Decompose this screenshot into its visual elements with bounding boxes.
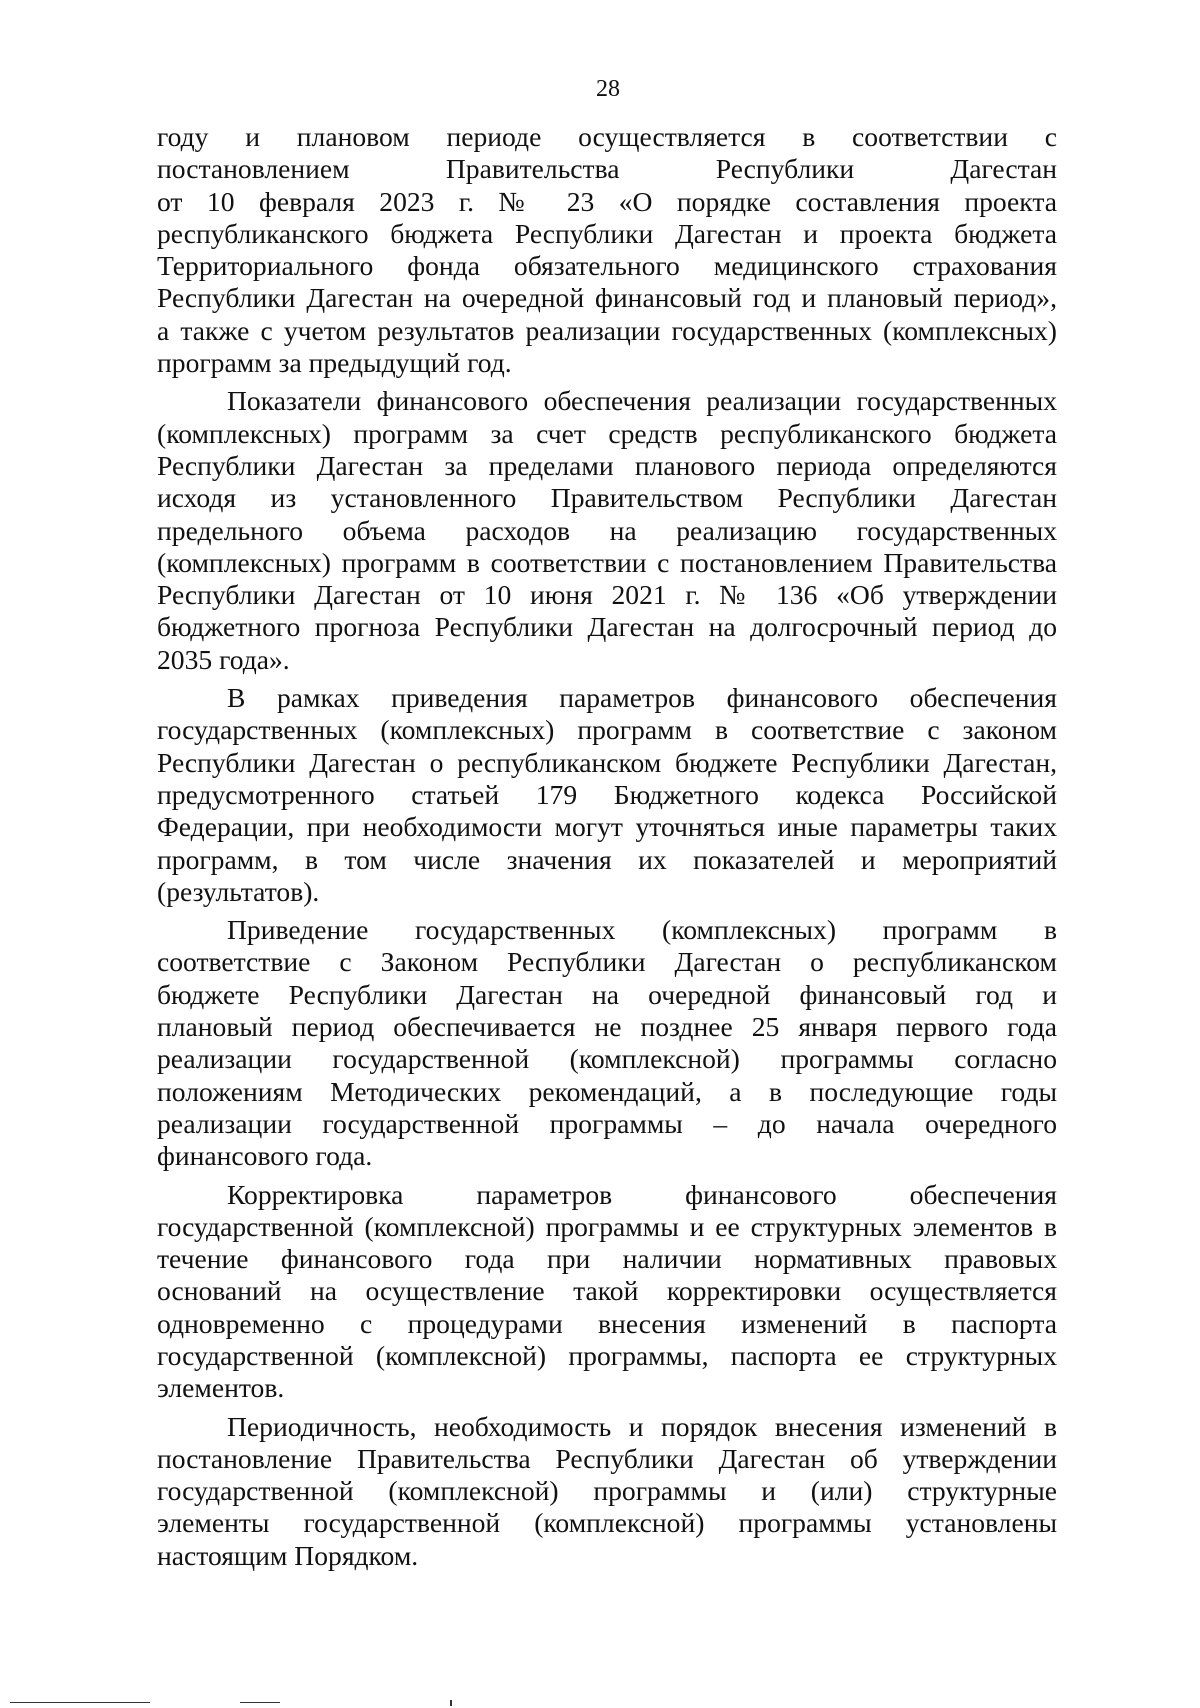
paragraph — [157, 121, 1057, 379]
paragraph — [157, 1411, 1057, 1572]
text-line: Корректировка параметров финансового обеспечения — [227, 1178, 1057, 1210]
text-line: государственных (комплексных) программ в соответствие с законом — [157, 714, 1057, 746]
text-line: соответствие с Законом Республики Дагестан о республиканском — [157, 946, 1057, 978]
text-line: году и плановом периоде осуществляется в соответствии с — [157, 121, 1057, 152]
text-line: государственной (комплексной) программы и (или) структурные — [157, 1475, 1057, 1507]
page-number: 28 — [596, 76, 620, 102]
scan-artifact — [10, 1702, 150, 1703]
text-line: В рамках приведения параметров финансового обеспечения — [227, 682, 1057, 714]
paragraph — [157, 914, 1057, 1172]
text-line: Республики Дагестан за пределами планового периода определяются — [157, 449, 1057, 481]
text-line: программ, в том числе значения их показателей и мероприятий — [157, 843, 1057, 875]
text-line: Территориального фонда обязательного медицинского страхования — [157, 250, 1057, 282]
text-line: реализации государственной программы – до начала очередного — [157, 1107, 1057, 1139]
paragraph — [157, 1179, 1057, 1405]
text-line: оснований на осуществление такой корректировки осуществляется — [157, 1275, 1057, 1307]
scan-artifact — [240, 1702, 280, 1703]
text-line: элементов. — [157, 1372, 285, 1404]
scan-artifact — [450, 1700, 452, 1706]
paragraph — [157, 385, 1057, 676]
text-line: программ за предыдущий год. — [157, 347, 512, 379]
text-line: Республики Дагестан о республиканском бюджете Республики Дагестан, — [157, 746, 1057, 778]
text-line: (комплексных) программ в соответствии с постановлением Правительства — [157, 546, 1057, 578]
paragraph — [157, 682, 1057, 908]
text-line: течение финансового года при наличии нормативных правовых — [157, 1243, 1057, 1275]
text-line: предельного объема расходов на реализацию государственных — [157, 514, 1057, 546]
text-line: Республики Дагестан на очередной финансовый год и плановый период», — [157, 282, 1057, 314]
text-line: постановление Правительства Республики Дагестан об утверждении — [157, 1442, 1057, 1474]
text-line: одновременно с процедурами внесения изменений в паспорта — [157, 1307, 1057, 1339]
text-line: а также с учетом результатов реализации государственных (комплексных) — [157, 314, 1057, 346]
text-line: постановлением Правительства Республики Дагестан — [157, 153, 1057, 185]
text-line: плановый период обеспечивается не позднее 25 января первого года — [157, 1011, 1057, 1043]
text-line: предусмотренного статьей 179 Бюджетного кодекса Российской — [157, 778, 1057, 810]
document-body — [157, 121, 1057, 1578]
text-line: (результатов). — [157, 875, 320, 907]
text-line: от 10 февраля 2023 г. № 23 «О порядке составления проекта — [157, 185, 1057, 217]
text-line: Периодичность, необходимость и порядок внесения изменений в — [227, 1410, 1057, 1442]
text-line: Показатели финансового обеспечения реализации государственных — [227, 385, 1057, 417]
text-line: бюджете Республики Дагестан на очередной финансовый год и — [157, 978, 1057, 1010]
text-line: реализации государственной (комплексной) программы согласно — [157, 1043, 1057, 1075]
text-line: 2035 года». — [157, 643, 290, 675]
text-line: финансового года. — [157, 1140, 373, 1172]
text-line: элементы государственной (комплексной) программы установлены — [157, 1507, 1057, 1539]
text-line: Федерации, при необходимости могут уточняться иные параметры таких — [157, 811, 1057, 843]
text-line: республиканского бюджета Республики Дагестан и проекта бюджета — [157, 217, 1057, 249]
text-line: Приведение государственных (комплексных) программ в — [227, 914, 1057, 946]
text-line: (комплексных) программ за счет средств республиканского бюджета — [157, 417, 1057, 449]
text-line: настоящим Порядком. — [157, 1539, 419, 1571]
text-line: бюджетного прогноза Республики Дагестан на долгосрочный период до — [157, 611, 1057, 643]
text-line: государственной (комплексной) программы, паспорта ее структурных — [157, 1339, 1057, 1371]
text-line: положениям Методических рекомендаций, а в последующие годы — [157, 1075, 1057, 1107]
text-line: Республики Дагестан от 10 июня 2021 г. № 136 «Об утверждении — [157, 579, 1057, 611]
text-line: государственной (комплексной) программы и ее структурных элементов в — [157, 1210, 1057, 1242]
text-line: исходя из установленного Правительством Республики Дагестан — [157, 482, 1057, 514]
